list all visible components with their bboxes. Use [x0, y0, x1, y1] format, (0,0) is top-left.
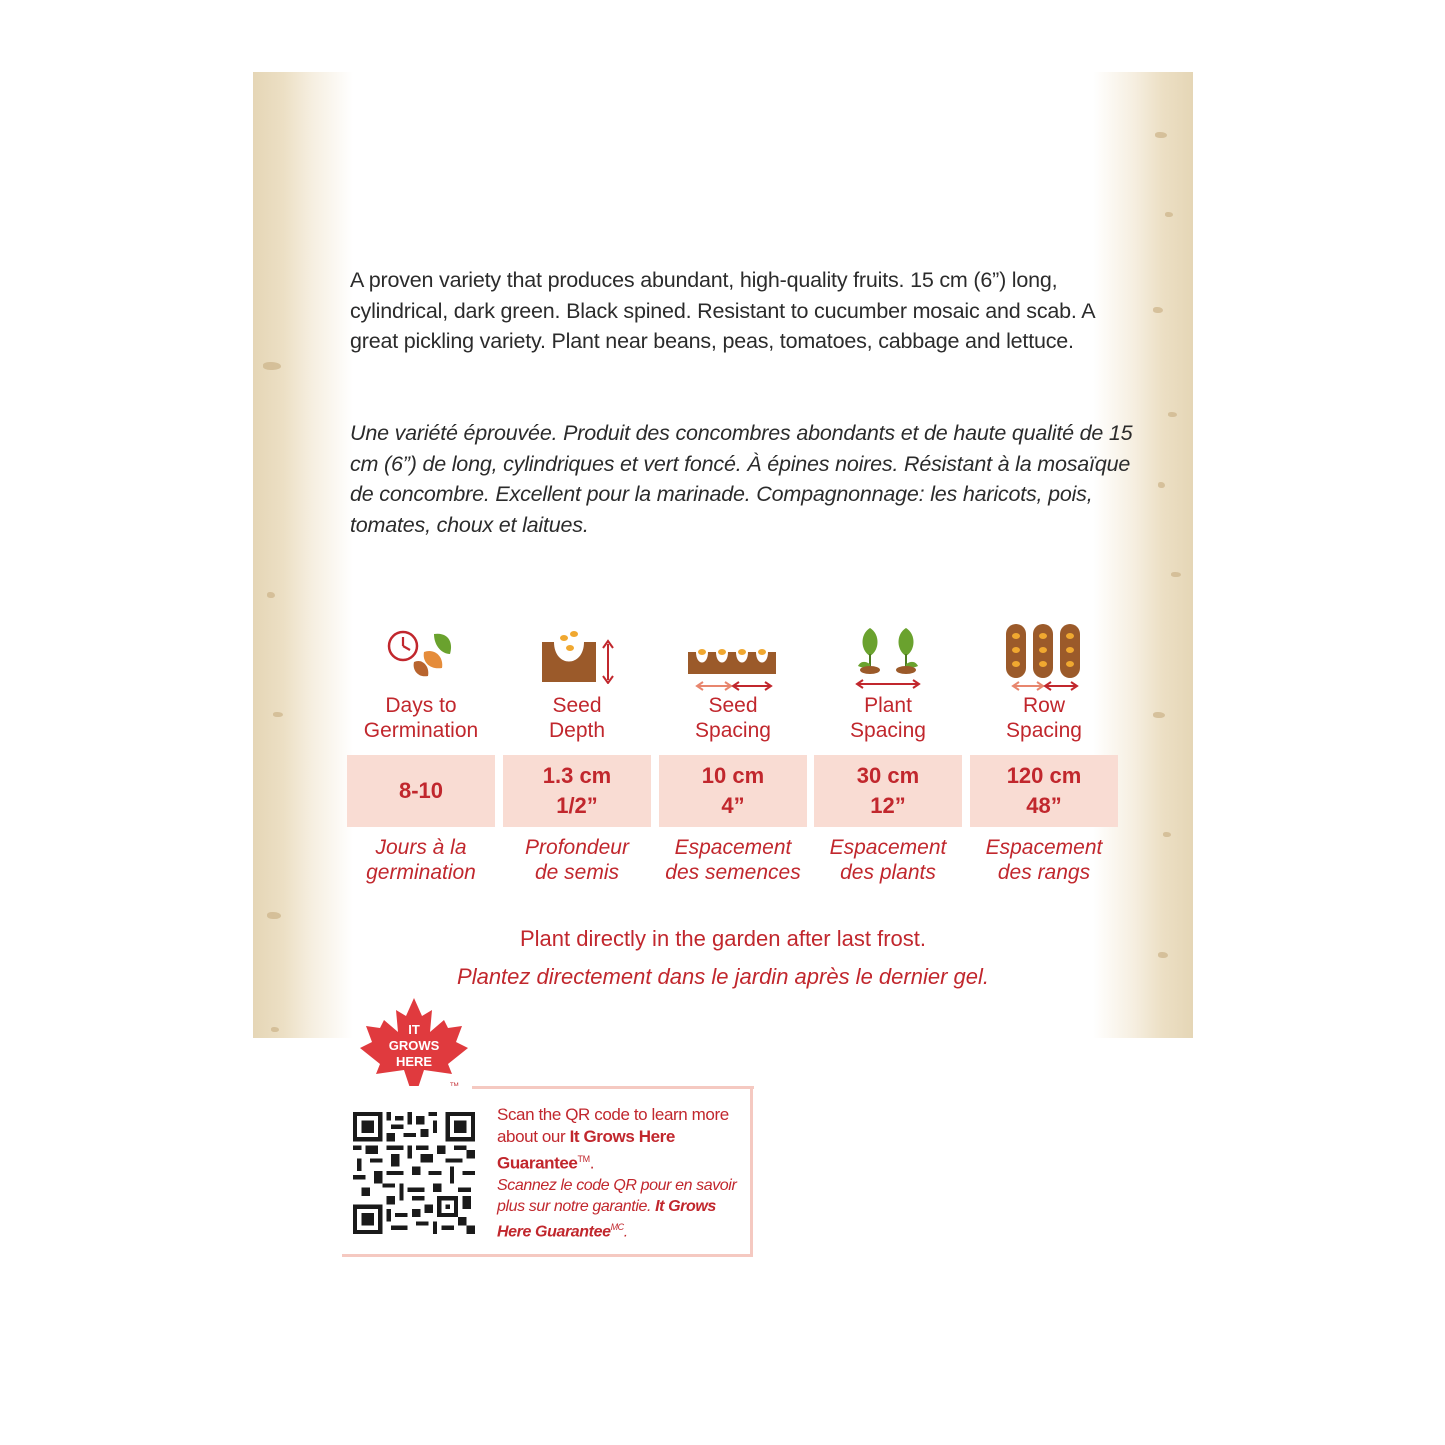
seed-spacing-icon [688, 640, 778, 692]
seed-packet-back [253, 72, 1193, 1038]
description-english: A proven variety that produces abundant, high-quality fruits. 15 cm (6”) long, cylindrical, dark green. Black spined. Resistant to cucumber mosaic and scab. A great pickling variety. Plant near beans, peas, tomatoes, cabbage and lettuce. [350, 268, 1095, 353]
planting-note-french: Plantez directement dans le jardin après le dernier gel. [457, 964, 989, 989]
badge-text-line-2: GROWS [388, 1038, 440, 1053]
value-seed-spacing [659, 755, 807, 827]
label-line: Profondeur [525, 836, 629, 859]
kraft-speck [1153, 307, 1163, 313]
label-line: Jours à la [375, 836, 467, 859]
qr-text-french [497, 1175, 747, 1242]
qr-text-en-tm: TM [577, 1154, 590, 1164]
maple-leaf-guarantee-badge [352, 996, 476, 1100]
label-fr-row-spacing [970, 835, 1118, 885]
value-line: 30 cm [856, 763, 920, 788]
plant-spacing-icon [852, 624, 924, 692]
qr-box-top-border [472, 1086, 754, 1089]
label-line: germination [366, 861, 476, 884]
label-fr-seed-spacing [659, 835, 807, 885]
label-en-seed-spacing [659, 693, 807, 743]
value-seed-depth [503, 755, 651, 827]
label-fr-plant-spacing [814, 835, 962, 885]
clock-seed-icon [384, 628, 464, 680]
label-en-days-to-germination [347, 693, 495, 743]
qr-code[interactable] [353, 1112, 475, 1234]
planting-note-english: Plant directly in the garden after last frost. [520, 926, 926, 951]
row-spacing-icon [1004, 622, 1084, 694]
label-line: Spacing [850, 719, 926, 742]
label-line: Spacing [1006, 719, 1082, 742]
value-line: 4” [721, 793, 745, 818]
qr-text-english [497, 1104, 747, 1175]
kraft-speck [267, 592, 275, 598]
kraft-speck [1171, 572, 1181, 577]
label-line: Spacing [695, 719, 771, 742]
label-line: des plants [840, 861, 936, 884]
label-en-plant-spacing [814, 693, 962, 743]
qr-text-en-end: . [589, 1153, 595, 1173]
kraft-speck [1155, 132, 1167, 138]
kraft-speck [1165, 212, 1173, 217]
qr-text-fr-plain: Scannez le code QR pour en savoir plus sur notre garantie. [497, 1176, 737, 1215]
description-french: Une variété éprouvée. Produit des concombres abondants et de haute qualité de 15 cm (6”) de long, cylindriques et vert foncé. À épines noires. Résistant à la mosaïque de concombre. Excellent pour la marinade. Compagnonnage: les haricots, pois, tomates, choux et laitues. [350, 421, 1133, 537]
label-line: Espacement [985, 836, 1103, 859]
label-en-seed-depth [503, 693, 651, 743]
badge-text-line-3: HERE [395, 1054, 433, 1069]
label-line: Days to [385, 694, 457, 717]
value-line: 48” [1026, 793, 1062, 818]
label-fr-days-to-germination [347, 835, 495, 885]
label-line: Germination [363, 719, 479, 742]
value-line: 10 cm [701, 763, 765, 788]
qr-text-fr-end: . [623, 1222, 628, 1240]
label-line: de semis [534, 861, 620, 884]
qr-text-en-plain: Scan the QR code to learn more about our [497, 1105, 729, 1146]
value-line: 12” [870, 793, 906, 818]
label-line: des semences [665, 861, 801, 884]
label-line: Row [1022, 694, 1065, 717]
kraft-speck [1158, 482, 1165, 488]
label-line: Seed [708, 694, 758, 717]
qr-text-fr-mc: MC [610, 1221, 624, 1232]
value-line: 120 cm [1006, 763, 1082, 788]
label-line: des rangs [997, 861, 1091, 884]
label-en-row-spacing [970, 693, 1118, 743]
label-line: Espacement [674, 836, 792, 859]
label-line: Espacement [829, 836, 947, 859]
kraft-speck [1168, 412, 1177, 417]
kraft-speck [1163, 832, 1171, 837]
label-line: Depth [548, 719, 606, 742]
value-row-spacing [970, 755, 1118, 827]
kraft-speck [273, 712, 283, 717]
badge-text-line-1: IT [408, 1022, 420, 1037]
value-line: 1.3 cm [542, 763, 612, 788]
label-fr-seed-depth [503, 835, 651, 885]
kraft-speck [1153, 712, 1165, 718]
value-days-to-germination [347, 755, 495, 827]
seed-depth-icon [540, 628, 616, 684]
value-line: 8-10 [398, 778, 444, 803]
kraft-speck [267, 912, 281, 919]
kraft-speck [1158, 952, 1168, 958]
kraft-speck [263, 362, 281, 370]
qr-text-fr-bold: It Grows Here Guarantee [497, 1197, 716, 1240]
qr-text-en-bold: It Grows Here Guarantee [497, 1127, 675, 1173]
value-line: 1/2” [556, 793, 598, 818]
qr-description [497, 1104, 747, 1242]
kraft-speck [271, 1027, 279, 1032]
label-line: Seed [552, 694, 602, 717]
label-line: Plant [864, 694, 912, 717]
value-plant-spacing [814, 755, 962, 827]
